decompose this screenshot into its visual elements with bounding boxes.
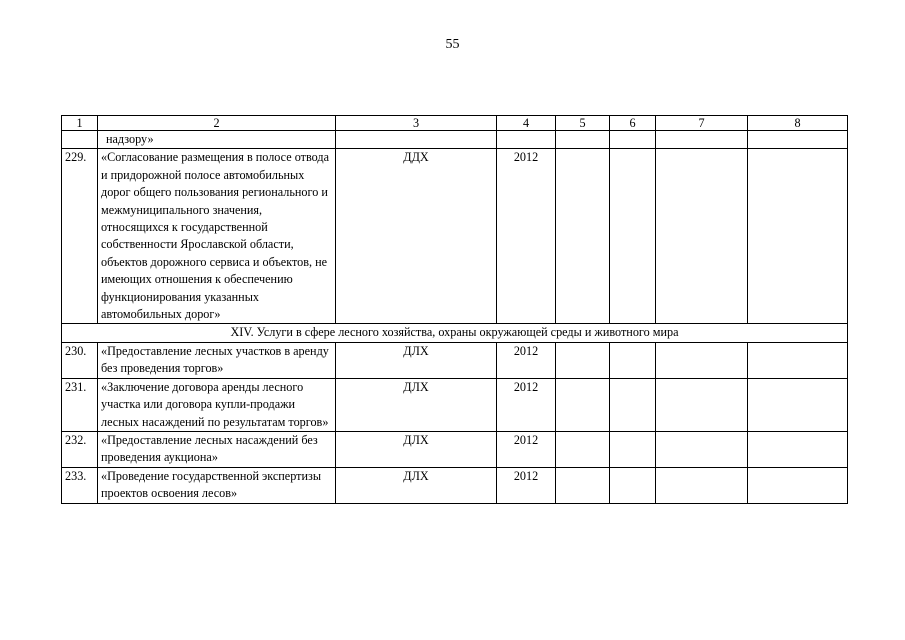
table-row bbox=[62, 131, 848, 149]
service-name: «Предоставление лесных насаждений без проведения аукциона» bbox=[98, 431, 336, 467]
service-name: «Предоставление лесных участков в аренду без проведения торгов» bbox=[98, 342, 336, 378]
department: ДДХ bbox=[336, 149, 497, 324]
table-row bbox=[62, 342, 848, 378]
row-number: 231. bbox=[62, 378, 98, 431]
empty-cell bbox=[748, 149, 848, 324]
service-name: «Согласование размещения в полосе отвода и придорожной полосе автомобильных дорог общего пользования регионального и межмуниципального значения, относящихся к государственной собственности Ярославской области, объектов дорожного сервиса и объектов, не имеющих отношения к обеспечению функционирования указанных автомобильных дорог» bbox=[98, 149, 336, 324]
empty-cell bbox=[556, 467, 610, 503]
table-row bbox=[62, 467, 848, 503]
row-number: 229. bbox=[62, 149, 98, 324]
department: ДЛХ bbox=[336, 431, 497, 467]
table-row bbox=[62, 378, 848, 431]
table-row bbox=[62, 431, 848, 467]
empty-cell bbox=[610, 467, 656, 503]
empty-cell bbox=[748, 131, 848, 149]
empty-cell bbox=[748, 431, 848, 467]
header-row bbox=[62, 116, 848, 131]
empty-cell bbox=[748, 467, 848, 503]
empty-cell bbox=[556, 149, 610, 324]
section-row bbox=[62, 324, 848, 342]
empty-cell bbox=[556, 378, 610, 431]
empty-cell bbox=[748, 378, 848, 431]
department: ДЛХ bbox=[336, 467, 497, 503]
department bbox=[336, 131, 497, 149]
page-number: 55 bbox=[445, 37, 460, 52]
department: ДЛХ bbox=[336, 378, 497, 431]
year: 2012 bbox=[497, 378, 556, 431]
empty-cell bbox=[610, 342, 656, 378]
empty-cell bbox=[556, 431, 610, 467]
year: 2012 bbox=[497, 342, 556, 378]
year bbox=[497, 131, 556, 149]
section-heading: XIV. Услуги в сфере лесного хозяйства, охраны окружающей среды и животного мира bbox=[62, 324, 848, 342]
row-number bbox=[62, 131, 98, 149]
row-number: 232. bbox=[62, 431, 98, 467]
column-header: 5 bbox=[556, 116, 610, 131]
empty-cell bbox=[556, 342, 610, 378]
column-header: 4 bbox=[497, 116, 556, 131]
table-row bbox=[62, 149, 848, 324]
service-name: «Проведение государственной экспертизы проектов освоения лесов» bbox=[98, 467, 336, 503]
column-header: 2 bbox=[98, 116, 336, 131]
year: 2012 bbox=[497, 467, 556, 503]
empty-cell bbox=[748, 342, 848, 378]
empty-cell bbox=[656, 467, 748, 503]
empty-cell bbox=[610, 149, 656, 324]
row-number: 233. bbox=[62, 467, 98, 503]
empty-cell bbox=[610, 431, 656, 467]
service-name: надзору» bbox=[98, 131, 336, 149]
service-name: «Заключение договора аренды лесного участка или договора купли-продажи лесных насаждений по результатам торгов» bbox=[98, 378, 336, 431]
column-header: 6 bbox=[610, 116, 656, 131]
services-table bbox=[61, 115, 848, 504]
column-header: 8 bbox=[748, 116, 848, 131]
column-header: 7 bbox=[656, 116, 748, 131]
column-header: 3 bbox=[336, 116, 497, 131]
year: 2012 bbox=[497, 431, 556, 467]
empty-cell bbox=[656, 149, 748, 324]
empty-cell bbox=[556, 131, 610, 149]
year: 2012 bbox=[497, 149, 556, 324]
empty-cell bbox=[656, 431, 748, 467]
row-number: 230. bbox=[62, 342, 98, 378]
empty-cell bbox=[656, 131, 748, 149]
empty-cell bbox=[610, 378, 656, 431]
column-header: 1 bbox=[62, 116, 98, 131]
empty-cell bbox=[610, 131, 656, 149]
empty-cell bbox=[656, 342, 748, 378]
department: ДЛХ bbox=[336, 342, 497, 378]
empty-cell bbox=[656, 378, 748, 431]
